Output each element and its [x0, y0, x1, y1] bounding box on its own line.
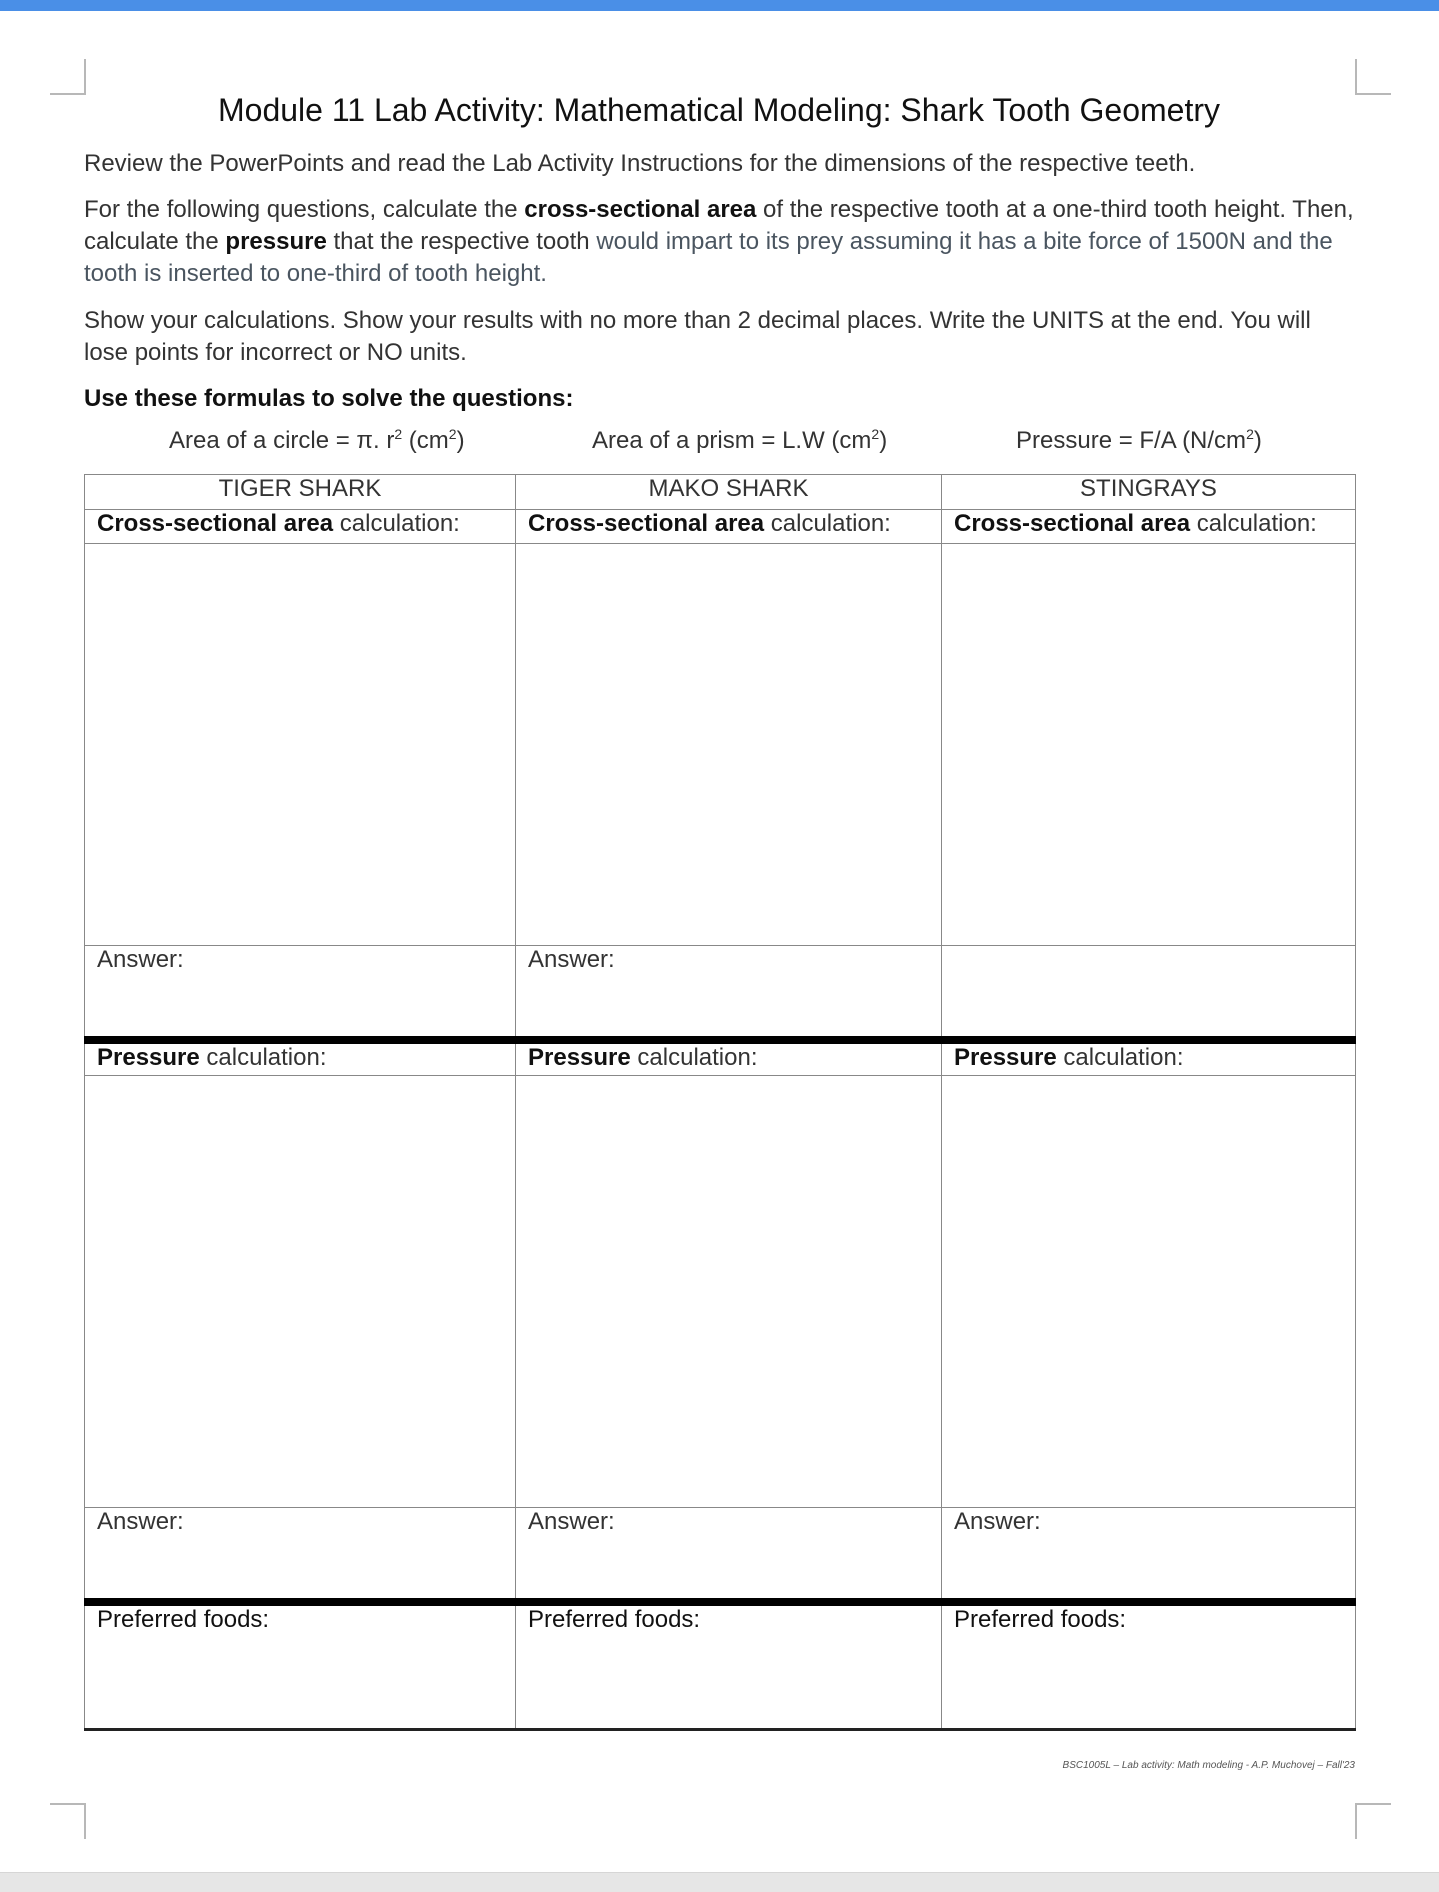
area-label-stingrays: Cross-sectional area calculation:	[942, 510, 1356, 544]
area-answer-row	[85, 946, 1356, 1040]
formula-prism: Area of a prism = L.W $(cm^2)$	[592, 426, 888, 454]
area-answer-tiger[interactable]: Answer:	[85, 946, 516, 1040]
pressure-answer-mako[interactable]: Answer:	[516, 1508, 942, 1602]
pressure-answer-row	[85, 1508, 1356, 1602]
page-footer: BSC1005L – Lab activity: Math modeling - A.P. Muchovej – Fall'23	[1062, 1760, 1355, 1771]
preferred-foods-row	[85, 1602, 1356, 1730]
top-accent-bar	[0, 0, 1439, 11]
pressure-label-mako: Pressure calculation:	[516, 1040, 942, 1076]
answer-table	[84, 474, 1356, 1731]
bottom-scroll-area	[0, 1872, 1439, 1892]
area-work-cell-stingrays[interactable]	[942, 544, 1356, 946]
formulas-heading: Use these formulas to solve the questions:	[84, 385, 574, 412]
pressure-label-tiger: Pressure calculation:	[85, 1040, 516, 1076]
pressure-work-cell-stingrays[interactable]	[942, 1076, 1356, 1508]
preferred-foods-stingrays[interactable]: Preferred foods:	[942, 1602, 1356, 1730]
preferred-foods-mako[interactable]: Preferred foods:	[516, 1602, 942, 1730]
calculation-instructions: Show your calculations. Show your results with no more than 2 decimal places. Write the UNITS at the end. You will lose points for incorrect or NO units.	[84, 307, 1311, 366]
area-work-row	[85, 544, 1356, 946]
column-header-mako-shark: MAKO SHARK	[516, 475, 942, 510]
formula-circle: Area of a circle = π. $r^2$ $(cm^2)$	[169, 426, 465, 454]
page-corner-marker	[1355, 1803, 1391, 1839]
pressure-answer-stingrays[interactable]: Answer:	[942, 1508, 1356, 1602]
page-corner-marker	[1355, 59, 1391, 95]
area-label-mako: Cross-sectional area calculation:	[516, 510, 942, 544]
pressure-label-row	[85, 1040, 1356, 1076]
pressure-answer-tiger[interactable]: Answer:	[85, 1508, 516, 1602]
pressure-work-row	[85, 1076, 1356, 1508]
pressure-label-stingrays: Pressure calculation:	[942, 1040, 1356, 1076]
table-header-row	[85, 475, 1356, 510]
pressure-work-cell-tiger[interactable]	[85, 1076, 516, 1508]
pressure-work-cell-mako[interactable]	[516, 1076, 942, 1508]
area-work-cell-tiger[interactable]	[85, 544, 516, 946]
area-answer-stingrays[interactable]	[942, 946, 1356, 1040]
area-answer-mako[interactable]: Answer:	[516, 946, 942, 1040]
area-label-row	[85, 510, 1356, 544]
page-corner-marker	[50, 59, 86, 95]
page-title: Module 11 Lab Activity: Mathematical Modeling: Shark Tooth Geometry	[218, 92, 1220, 128]
column-header-stingrays: STINGRAYS	[942, 475, 1356, 510]
area-label-tiger: Cross-sectional area calculation:	[85, 510, 516, 544]
page-corner-marker	[50, 1803, 86, 1839]
formula-pressure: Pressure = F/A $(N/cm^2)$	[1016, 426, 1262, 454]
intro-text: Review the PowerPoints and read the Lab Activity Instructions for the dimensions of the respective teeth.	[84, 150, 1196, 177]
area-work-cell-mako[interactable]	[516, 544, 942, 946]
column-header-tiger-shark: TIGER SHARK	[85, 475, 516, 510]
question-instructions: For the following questions, calculate the cross-sectional area of the respective tooth at a one-third tooth height. Then, calculate the pressure that the respective tooth would impart to its prey assuming it has a bite force of 1500N and the tooth is inserted to one-third of tooth height.	[84, 196, 1354, 287]
preferred-foods-tiger[interactable]: Preferred foods:	[85, 1602, 516, 1730]
